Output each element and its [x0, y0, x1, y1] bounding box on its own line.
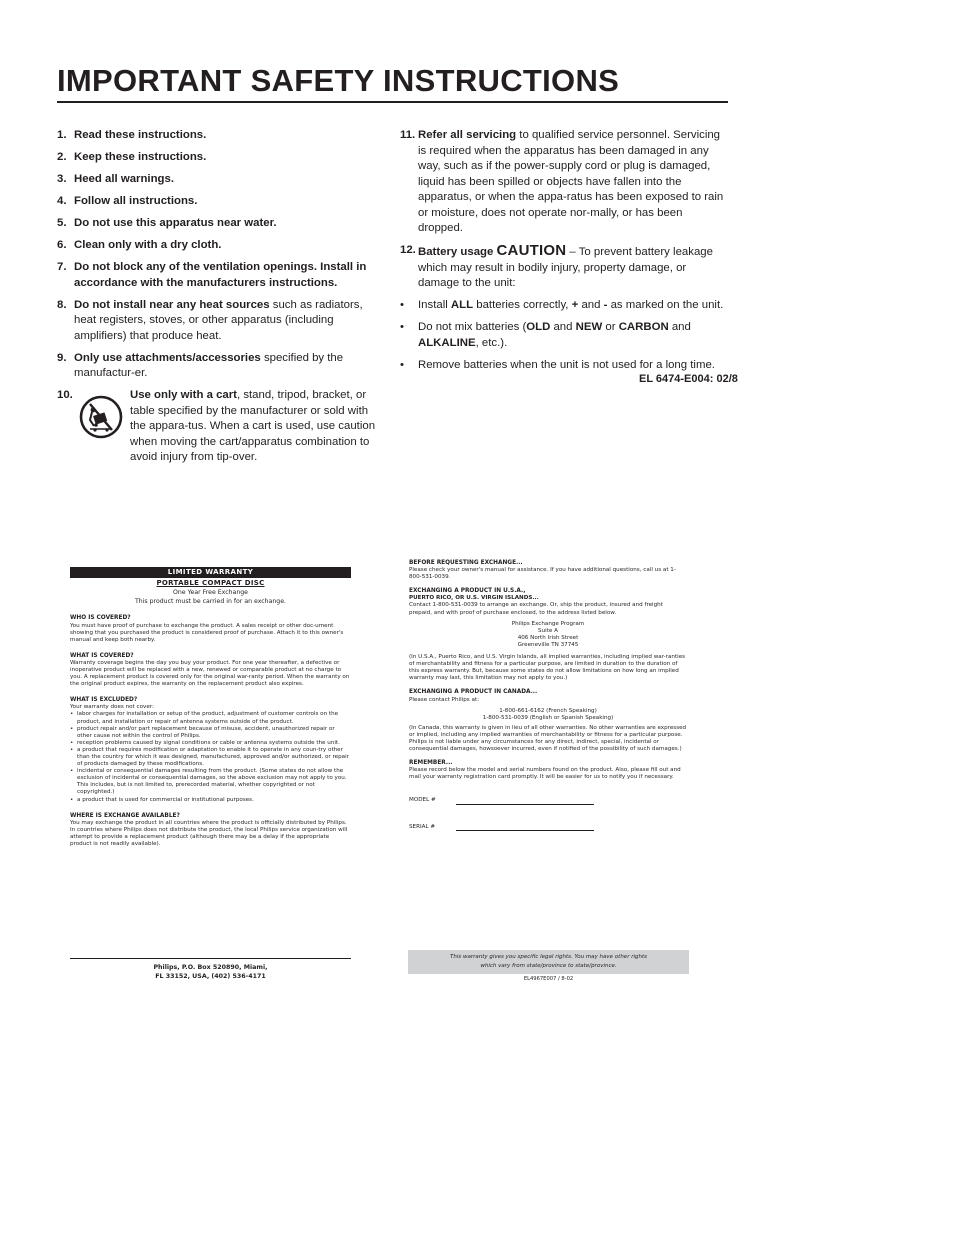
section-text: Please contact Philips at:	[409, 696, 479, 703]
serial-label: SERIAL #	[409, 823, 436, 830]
battery-bullet	[400, 298, 728, 314]
item-text	[74, 172, 384, 188]
item-rest: – To prevent battery leakage which may result in bodily injury, property damage, or damage to the unit:	[418, 246, 713, 289]
page-title: IMPORTANT SAFETY INSTRUCTIONS	[57, 62, 728, 103]
item-text	[418, 243, 728, 292]
item-bold: Battery usage	[418, 246, 494, 258]
text-run: and	[550, 321, 576, 333]
list-item-text: a product that is used for commercial or institutional purposes.	[77, 796, 254, 803]
serial-field[interactable]	[409, 824, 687, 831]
item-bold: Only use attachments/accessories	[74, 351, 261, 364]
bullet-text	[418, 320, 728, 351]
text-run: and	[668, 321, 691, 333]
section-text: Please check your owner's manual for assistance. If you have additional questions, call us at 1-800-531-0039.	[409, 567, 676, 581]
list-item-text: product repair and/or part replacement because of misuse, accident, unauthorized repair or other cause not within the control of Philips.	[77, 725, 335, 739]
section-text: You may exchange the product in all countries where the product is officially distributed by Philips. In countries where Philips does not distribute the product, the local Philips service organization will attempt to provide a replacement product (although there may be a delay if the appropriate product is not readily available).	[70, 819, 348, 848]
item-text	[418, 128, 728, 237]
bullet-dot: •	[400, 321, 404, 333]
safety-item	[57, 128, 384, 144]
warranty-line: This product must be carried in for an exchange.	[135, 597, 286, 605]
item-bold: Keep these instructions.	[74, 151, 207, 163]
section-text: Please record below the model and serial numbers found on the product. Also, please fill out and mail your warranty registration card promptly. It will be easier for us to notify you if necessary.	[409, 767, 681, 781]
legal-rights-box	[408, 950, 689, 974]
section-text: Warranty coverage begins the day you buy your product. For one year thereafter, a defective or inoperative product will be replaced with a new, renewed or comparable product at no charge to you. A replacement product is covered only for the original war-ranty period. When the warranty on the original product expires, the warranty on the replacement product also expires.	[70, 659, 350, 688]
safety-item-cart	[57, 388, 384, 466]
safety-item	[57, 238, 384, 254]
text-run-bold: ALKALINE	[418, 336, 476, 349]
bullet-text: Remove batteries when the unit is not used for a long time.	[418, 358, 715, 371]
warranty-line: One Year Free Exchange	[173, 589, 248, 596]
address-line: Greeneville TN 37745	[517, 641, 579, 648]
list-item	[70, 797, 351, 804]
phone-numbers	[409, 708, 687, 722]
bullet-dot: •	[70, 711, 74, 718]
model-field[interactable]	[409, 797, 687, 804]
serial-blank-line[interactable]	[456, 825, 594, 831]
list-item	[70, 747, 351, 768]
item-number: 10.	[57, 389, 73, 401]
text-run-bold: OLD	[526, 321, 551, 333]
bullet-dot: •	[70, 796, 74, 803]
text-run: batteries correctly,	[473, 299, 572, 311]
safety-item	[400, 128, 728, 237]
item-text	[74, 298, 384, 345]
safety-item	[57, 260, 384, 291]
item-bold: Do not use this apparatus near water.	[74, 217, 277, 229]
model-label: MODEL #	[409, 797, 436, 804]
bullet-dot: •	[400, 358, 404, 371]
phone-line: 1-800-661-6162 (French Speaking)	[499, 707, 597, 714]
item-bold: Heed all warnings.	[74, 173, 175, 185]
text-run: Do not mix batteries (	[418, 321, 527, 333]
text-run-bold: NEW	[575, 321, 603, 333]
text-run: Install	[418, 299, 451, 311]
text-run-bold: -	[603, 299, 608, 311]
item-number: 6.	[57, 239, 67, 251]
item-rest: , stand, tripod, bracket, or table specified by the manufacturer or sold with the appara-tus. When a cart is used, use caution when moving the cart/apparatus combination to avoid injury from tip-over.	[130, 389, 376, 463]
warranty-code: EL4967E007 / 8-02	[523, 976, 574, 982]
section-heading: WHO IS COVERED?	[70, 615, 131, 622]
safety-item	[57, 298, 384, 345]
item-text	[74, 216, 384, 232]
section-heading: WHERE IS EXCHANGE AVAILABLE?	[70, 812, 180, 819]
safety-item	[400, 243, 728, 292]
item-bold: Do not block any of the ventilation openings. Install in accordance with the manufacturers instructions.	[74, 261, 367, 289]
bullet-dot: •	[70, 746, 74, 753]
bullet-dot: •	[70, 739, 74, 746]
item-bold: Do not install near any heat sources	[74, 298, 270, 311]
footer-line: FL 33152, USA, (402) 536-4171	[155, 972, 266, 980]
warranty-subtitle: PORTABLE COMPACT DISC	[156, 579, 265, 587]
item-text	[74, 194, 384, 210]
section-heading: WHAT IS COVERED?	[70, 652, 134, 659]
address-line: Philips Exchange Program	[511, 620, 585, 627]
text-run: and	[578, 299, 604, 311]
list-item-text: incidental or consequential damages resulting from the product. (Some states do not allow the exclusion of incidental or consequential damages, so the above exclusion may not apply to you. This includes, but is not limited to, prerecorded material, whether copyrighted or not copyrighted.)	[77, 768, 347, 796]
item-number: 8.	[57, 298, 67, 311]
list-item-text: reception problems caused by signal conditions or cable or antenna systems outside the unit.	[77, 739, 340, 746]
item-text	[74, 238, 384, 254]
item-number: 1.	[57, 129, 67, 141]
section-text: (In U.S.A., Puerto Rico, and U.S. Virgin Islands, all implied warranties, including implied war-ranties of merchantability and fitness for a particular purpose, are limited in duration to the duration of this express warranty. But, because some states do not allow limitations on how long an implied warranty may last, this limitation may not apply to you.)	[409, 654, 686, 682]
item-number: 3.	[57, 173, 67, 185]
item-number: 9.	[57, 351, 67, 364]
item-rest: specified by the manufactur-er.	[74, 351, 344, 379]
warranty-title-bar: LIMITED WARRANTY	[70, 567, 351, 578]
section-heading: BEFORE REQUESTING EXCHANGE...	[409, 560, 523, 566]
section-text: (In Canada, this warranty is given in lieu of all other warranties. No other warranties are expressed or implied, including any implied warranties of merchantability or fitness for a particular purpose. Philips is not liable under any circumstances for any direct, indirect, special, incidental or consequential damages, howsoever incurred, even if notified of the possibility of such damages.)	[409, 724, 687, 753]
text-run: or	[602, 321, 619, 333]
section-text: You must have proof of purchase to exchange the product. A sales receipt or other doc-ument showing that you purchased the product is considered proof of purchase. Attach it to this owner's manual and keep both nearby.	[70, 622, 344, 643]
section-heading: PUERTO RICO, OR U.S. VIRGIN ISLANDS...	[409, 595, 539, 602]
list-item-text: labor charges for installation or setup of the product, adjustment of customer controls on the product, and installation or repair of antenna systems outside of the product.	[77, 711, 339, 725]
item-number: 2.	[57, 151, 67, 163]
list-item	[70, 711, 351, 725]
section-heading: REMEMBER...	[409, 760, 453, 767]
item-number: 11.	[400, 129, 416, 141]
footer-line: Philips, P.O. Box 520890, Miami,	[153, 964, 268, 971]
text-run-bold: +	[571, 299, 579, 311]
text-run-bold: ALL	[450, 299, 474, 311]
item-bold: Refer all servicing	[418, 129, 517, 141]
item-rest: such as radiators, heat registers, stoves, or other apparatus (including amplifiers) that produce heat.	[74, 298, 363, 342]
item-number: 12.	[400, 244, 416, 256]
bullet-dot: •	[70, 725, 74, 732]
section-text: Your warranty does not cover:	[70, 704, 154, 711]
philips-address-footer	[70, 958, 351, 981]
address-line: 406 North Irish Street	[517, 634, 579, 641]
battery-bullet	[400, 320, 728, 351]
section-text: Contact 1-800-531-0039 to arrange an exchange. Or, ship the product, insured and freight prepaid, and with proof of purchase enclosed, to the address listed below.	[409, 602, 663, 616]
phone-line: 1-800-531-0039 (English or Spanish Speaking)	[482, 714, 614, 721]
item-text	[74, 351, 384, 382]
item-text	[74, 150, 384, 166]
safety-instructions-left	[57, 128, 384, 466]
safety-item	[57, 194, 384, 210]
warranty-left-column	[70, 567, 351, 848]
bullet-dot: •	[70, 768, 74, 775]
battery-bullet	[400, 358, 728, 374]
item-number: 4.	[57, 195, 67, 207]
list-item	[70, 768, 351, 796]
safety-item	[57, 150, 384, 166]
rights-line: This warranty gives you specific legal rights. You may have other rights	[450, 954, 647, 960]
item-number: 7.	[57, 261, 67, 273]
item-bold: Read these instructions.	[74, 129, 207, 141]
address-line: Suite A	[538, 627, 558, 634]
section-heading: EXCHANGING A PRODUCT IN U.S.A.,	[409, 588, 526, 595]
bullet-text	[418, 298, 723, 314]
safety-item	[57, 351, 384, 382]
item-text	[74, 260, 384, 291]
text-run-bold: CARBON	[618, 321, 669, 333]
item-bold: Follow all instructions.	[74, 195, 198, 207]
item-rest: to qualified service personnel. Servicing is required when the apparatus has been damaged in any way, such as if the power-supply cord or plug is damaged, liquid has been spilled or objects have fallen into the apparatus, or when the appa-ratus has been exposed to rain or moisture, does not operate nor-mally, or has been dropped.	[418, 129, 724, 234]
section-heading: WHAT IS EXCLUDED?	[70, 697, 138, 704]
cart-tip-over-icon	[76, 392, 126, 442]
item-text	[130, 388, 384, 466]
item-number: 5.	[57, 217, 67, 229]
caution-label: CAUTION	[496, 242, 567, 259]
text-run: , etc.).	[475, 336, 508, 349]
safety-item	[57, 172, 384, 188]
bullet-dot: •	[400, 299, 404, 311]
rights-line: which vary from state/province to state/province.	[480, 962, 617, 969]
exchange-address	[409, 621, 687, 649]
section-heading: EXCHANGING A PRODUCT IN CANADA...	[409, 689, 538, 696]
safety-instructions-right	[400, 128, 728, 380]
item-text	[74, 128, 384, 144]
list-item-text: a product that requires modification or adaptation to enable it to operate in any coun-try other than the country for which it was designed, manufactured, approved and/or authorized, or repair of products damaged by these modifications.	[77, 746, 349, 768]
warranty-right-column	[409, 560, 687, 831]
document-code: EL 6474-E004: 02/8	[639, 373, 738, 385]
model-blank-line[interactable]	[456, 799, 594, 805]
list-item	[70, 740, 351, 747]
list-item	[70, 726, 351, 740]
text-run: as marked on the unit.	[607, 299, 724, 311]
item-bold: Use only with a cart	[130, 389, 237, 401]
item-bold: Clean only with a dry cloth.	[74, 239, 222, 251]
safety-item	[57, 216, 384, 232]
